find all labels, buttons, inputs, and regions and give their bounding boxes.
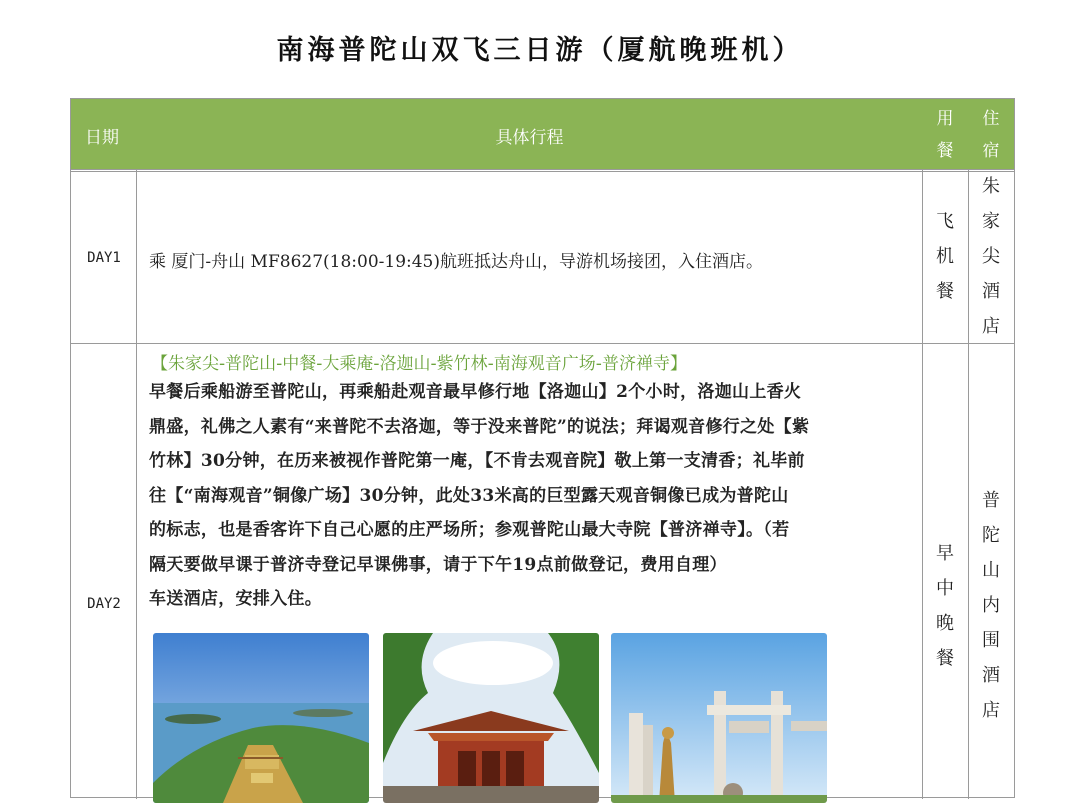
row-divider bbox=[71, 171, 1014, 172]
header-meals-char: 用 bbox=[936, 109, 954, 129]
itinerary-table bbox=[70, 98, 1015, 798]
stay-char: 店 bbox=[982, 700, 1000, 721]
day1-date: DAY1 bbox=[87, 250, 121, 266]
day1-itinerary: 乘 厦门-舟山 MF8627(18:00-19:45)航班抵达舟山，导游机场接团，入住酒店。 bbox=[149, 252, 764, 272]
day2-description bbox=[149, 375, 919, 617]
meal-char: 机 bbox=[936, 246, 954, 267]
header-meals bbox=[923, 103, 967, 167]
meal-char: 早 bbox=[936, 543, 954, 564]
description-line: 车送酒店，安排入住。 bbox=[149, 589, 322, 609]
description-line: 往【“南海观音”铜像广场】30分钟，此处33米高的巨型露天观音铜像已成为普陀山 bbox=[149, 485, 789, 506]
stay-char: 酒 bbox=[982, 665, 1000, 686]
page-title: 南海普陀山双飞三日游（厦航晚班机） bbox=[276, 35, 804, 66]
description-line: 竹林】30分钟，在历来被视作普陀第一庵，【不肯去观音院】敬上第一支清香；礼毕前 bbox=[149, 451, 805, 471]
stay-char: 陀 bbox=[982, 525, 1000, 546]
header-stay-char: 宿 bbox=[982, 141, 1000, 161]
stay-char: 普 bbox=[982, 490, 1000, 511]
row-divider bbox=[71, 169, 1014, 170]
description-line: 鼎盛，礼佛之人素有“来普陀不去洛迦，等于没来普陀”的说法；拜谒观音修行之处【紫 bbox=[149, 416, 810, 437]
day2-route: 【朱家尖-普陀山-中餐-大乘庵-洛迦山-紫竹林-南海观音广场-普济禅寺】 bbox=[151, 354, 687, 374]
day1-stay bbox=[969, 169, 1013, 344]
temple-hall-photo bbox=[383, 633, 599, 803]
stay-char: 尖 bbox=[982, 246, 1000, 267]
day2-meals bbox=[923, 536, 967, 676]
meal-char: 餐 bbox=[936, 648, 954, 669]
day2-stay bbox=[969, 483, 1013, 728]
header-date: 日期 bbox=[85, 128, 119, 148]
header-stay-char: 住 bbox=[982, 109, 1000, 129]
row-divider bbox=[71, 343, 1014, 344]
island-aerial-photo bbox=[153, 633, 369, 803]
description-line: 隔天要做早课于普济寺登记早课佛事，请于下午19点前做登记，费用自理） bbox=[149, 554, 727, 575]
stay-char: 朱 bbox=[982, 176, 1000, 197]
day2-date: DAY2 bbox=[87, 596, 121, 612]
meal-char: 晚 bbox=[936, 613, 954, 634]
guanyin-statue-photo bbox=[611, 633, 827, 803]
stay-char: 店 bbox=[982, 316, 1000, 337]
header-stay bbox=[969, 103, 1013, 167]
stay-char: 围 bbox=[982, 630, 1000, 651]
description-line: 的标志，也是香客许下自己心愿的庄严场所；参观普陀山最大寺院【普济禅寺】。（若 bbox=[149, 520, 790, 540]
stay-char: 家 bbox=[982, 211, 1000, 232]
description-line: 早餐后乘船游至普陀山，再乘船赴观音最早修行地【洛迦山】2个小时，洛迦山上香火 bbox=[149, 382, 802, 402]
header-meals-char: 餐 bbox=[936, 141, 954, 161]
table-header bbox=[71, 99, 1014, 169]
meal-char: 飞 bbox=[936, 211, 954, 232]
stay-char: 山 bbox=[982, 560, 1000, 581]
stay-char: 内 bbox=[982, 595, 1000, 616]
stay-char: 酒 bbox=[982, 281, 1000, 302]
day1-meals bbox=[923, 204, 967, 309]
meal-char: 餐 bbox=[936, 281, 954, 302]
header-itinerary: 具体行程 bbox=[495, 128, 564, 148]
meal-char: 中 bbox=[936, 578, 954, 599]
